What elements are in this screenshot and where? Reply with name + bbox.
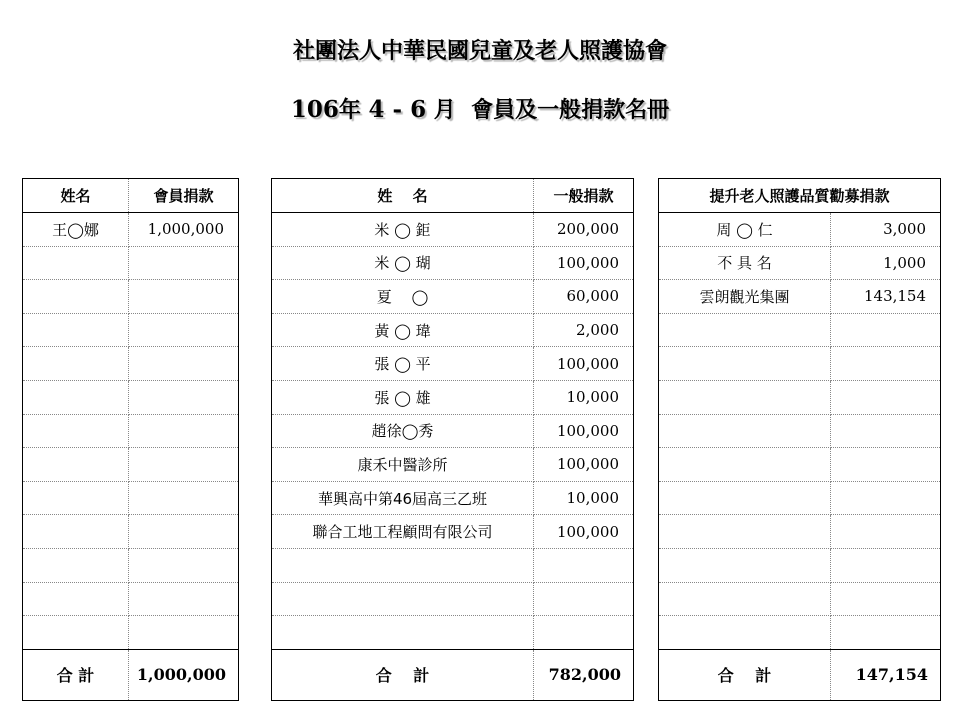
table-row xyxy=(272,280,634,314)
empty-cell xyxy=(659,414,831,448)
donor-name: 雲朗觀光集團 xyxy=(659,280,831,314)
donor-name: 米 ◯ 鉅 xyxy=(272,213,534,247)
table-row xyxy=(23,246,239,280)
empty-cell xyxy=(831,481,941,515)
table-row xyxy=(659,548,941,582)
column-header-fundraising: 提升老人照護品質勸募捐款 xyxy=(659,179,941,213)
donor-name: 華興高中第46屆高三乙班 xyxy=(272,481,534,515)
donation-amount: 100,000 xyxy=(534,515,634,549)
table-row xyxy=(272,548,634,582)
empty-cell xyxy=(659,448,831,482)
empty-cell xyxy=(659,347,831,381)
donation-amount: 1,000 xyxy=(831,246,941,280)
donation-amount: 10,000 xyxy=(534,380,634,414)
table-row xyxy=(659,414,941,448)
table-row xyxy=(659,347,941,381)
column-header-member-donation: 會員捐款 xyxy=(129,179,239,213)
donation-amount: 143,154 xyxy=(831,280,941,314)
empty-cell xyxy=(534,582,634,616)
donor-name: 王◯娜 xyxy=(23,213,129,247)
donation-amount: 200,000 xyxy=(534,213,634,247)
column-header-general-donation: 一般捐款 xyxy=(534,179,634,213)
table-row xyxy=(272,313,634,347)
empty-cell xyxy=(659,515,831,549)
empty-cell xyxy=(534,548,634,582)
roster-title xyxy=(0,93,960,124)
donor-name: 米 ◯ 瑚 xyxy=(272,246,534,280)
total-row xyxy=(659,649,941,700)
donor-name: 周 ◯ 仁 xyxy=(659,213,831,247)
table-row xyxy=(23,380,239,414)
table-row xyxy=(659,582,941,616)
total-label: 合 計 xyxy=(659,649,831,700)
total-row xyxy=(23,649,239,700)
table-row xyxy=(272,213,634,247)
title-year-suffix: 年 xyxy=(338,97,361,123)
table-row xyxy=(23,481,239,515)
table-row xyxy=(659,313,941,347)
empty-cell xyxy=(831,582,941,616)
general-donation-table xyxy=(271,178,634,701)
table-row xyxy=(659,213,941,247)
empty-cell xyxy=(831,548,941,582)
table-row xyxy=(23,414,239,448)
table-row xyxy=(659,515,941,549)
table-row xyxy=(23,582,239,616)
empty-cell xyxy=(23,515,129,549)
empty-cell xyxy=(272,582,534,616)
table-row xyxy=(23,280,239,314)
table-row xyxy=(659,246,941,280)
eldercare-fundraising-table xyxy=(658,178,941,701)
table-row xyxy=(272,582,634,616)
donation-amount: 100,000 xyxy=(534,246,634,280)
empty-cell xyxy=(129,548,239,582)
empty-cell xyxy=(659,548,831,582)
table-row xyxy=(272,515,634,549)
donation-amount: 100,000 xyxy=(534,347,634,381)
empty-cell xyxy=(272,548,534,582)
empty-cell xyxy=(129,448,239,482)
donor-name: 張 ◯ 雄 xyxy=(272,380,534,414)
table-header-row xyxy=(659,179,941,213)
total-label: 合 計 xyxy=(272,649,534,700)
empty-cell xyxy=(23,616,129,650)
donation-amount: 3,000 xyxy=(831,213,941,247)
table-row xyxy=(659,280,941,314)
donor-name: 張 ◯ 平 xyxy=(272,347,534,381)
table-row xyxy=(23,515,239,549)
empty-cell xyxy=(831,616,941,650)
table-row xyxy=(272,246,634,280)
empty-cell xyxy=(23,280,129,314)
table-row xyxy=(272,481,634,515)
empty-cell xyxy=(23,448,129,482)
empty-cell xyxy=(659,481,831,515)
empty-cell xyxy=(831,448,941,482)
table-header-row xyxy=(272,179,634,213)
table-row xyxy=(272,448,634,482)
empty-cell xyxy=(129,280,239,314)
table-row xyxy=(272,380,634,414)
empty-cell xyxy=(23,548,129,582)
empty-cell xyxy=(831,414,941,448)
donation-amount: 10,000 xyxy=(534,481,634,515)
total-row xyxy=(272,649,634,700)
donation-amount: 1,000,000 xyxy=(129,213,239,247)
empty-cell xyxy=(23,414,129,448)
table-row xyxy=(659,616,941,650)
table-row xyxy=(23,448,239,482)
title-roster-name: 會員及一般捐款名冊 xyxy=(471,97,670,123)
empty-cell xyxy=(23,481,129,515)
table-row xyxy=(23,313,239,347)
empty-cell xyxy=(129,414,239,448)
empty-cell xyxy=(831,515,941,549)
empty-cell xyxy=(23,313,129,347)
table-row xyxy=(659,481,941,515)
empty-cell xyxy=(129,347,239,381)
table-row xyxy=(659,380,941,414)
total-amount: 782,000 xyxy=(534,649,634,700)
empty-cell xyxy=(129,582,239,616)
table-row xyxy=(23,616,239,650)
donor-name: 夏 ◯ xyxy=(272,280,534,314)
empty-cell xyxy=(129,481,239,515)
donation-amount: 100,000 xyxy=(534,414,634,448)
total-label: 合 計 xyxy=(23,649,129,700)
donation-amount: 60,000 xyxy=(534,280,634,314)
empty-cell xyxy=(272,616,534,650)
donor-name: 黃 ◯ 瑋 xyxy=(272,313,534,347)
empty-cell xyxy=(129,616,239,650)
total-amount: 147,154 xyxy=(831,649,941,700)
empty-cell xyxy=(831,380,941,414)
empty-cell xyxy=(129,246,239,280)
empty-cell xyxy=(659,616,831,650)
empty-cell xyxy=(534,616,634,650)
empty-cell xyxy=(23,380,129,414)
table-row xyxy=(272,616,634,650)
organization-title: 社團法人中華民國兒童及老人照護協會 xyxy=(292,38,667,64)
empty-cell xyxy=(129,313,239,347)
table-row xyxy=(23,213,239,247)
empty-cell xyxy=(23,347,129,381)
empty-cell xyxy=(831,313,941,347)
empty-cell xyxy=(129,380,239,414)
table-row xyxy=(23,548,239,582)
column-header-name: 姓名 xyxy=(23,179,129,213)
donor-name: 聯合工地工程顧問有限公司 xyxy=(272,515,534,549)
empty-cell xyxy=(23,246,129,280)
donor-name: 趙徐◯秀 xyxy=(272,414,534,448)
title-year: 106 xyxy=(290,96,339,123)
empty-cell xyxy=(129,515,239,549)
empty-cell xyxy=(831,347,941,381)
column-header-name: 姓 名 xyxy=(272,179,534,213)
donation-amount: 2,000 xyxy=(534,313,634,347)
donor-name: 不 具 名 xyxy=(659,246,831,280)
empty-cell xyxy=(659,582,831,616)
empty-cell xyxy=(659,313,831,347)
table-row xyxy=(23,347,239,381)
table-row xyxy=(659,448,941,482)
total-amount: 1,000,000 xyxy=(129,649,239,700)
table-row xyxy=(272,347,634,381)
empty-cell xyxy=(659,380,831,414)
title-period: 4 - 6 xyxy=(368,96,427,123)
donation-amount: 100,000 xyxy=(534,448,634,482)
title-month-label: 月 xyxy=(433,97,456,123)
table-header-row xyxy=(23,179,239,213)
empty-cell xyxy=(23,582,129,616)
donor-name: 康禾中醫診所 xyxy=(272,448,534,482)
member-donation-table xyxy=(22,178,239,701)
table-row xyxy=(272,414,634,448)
